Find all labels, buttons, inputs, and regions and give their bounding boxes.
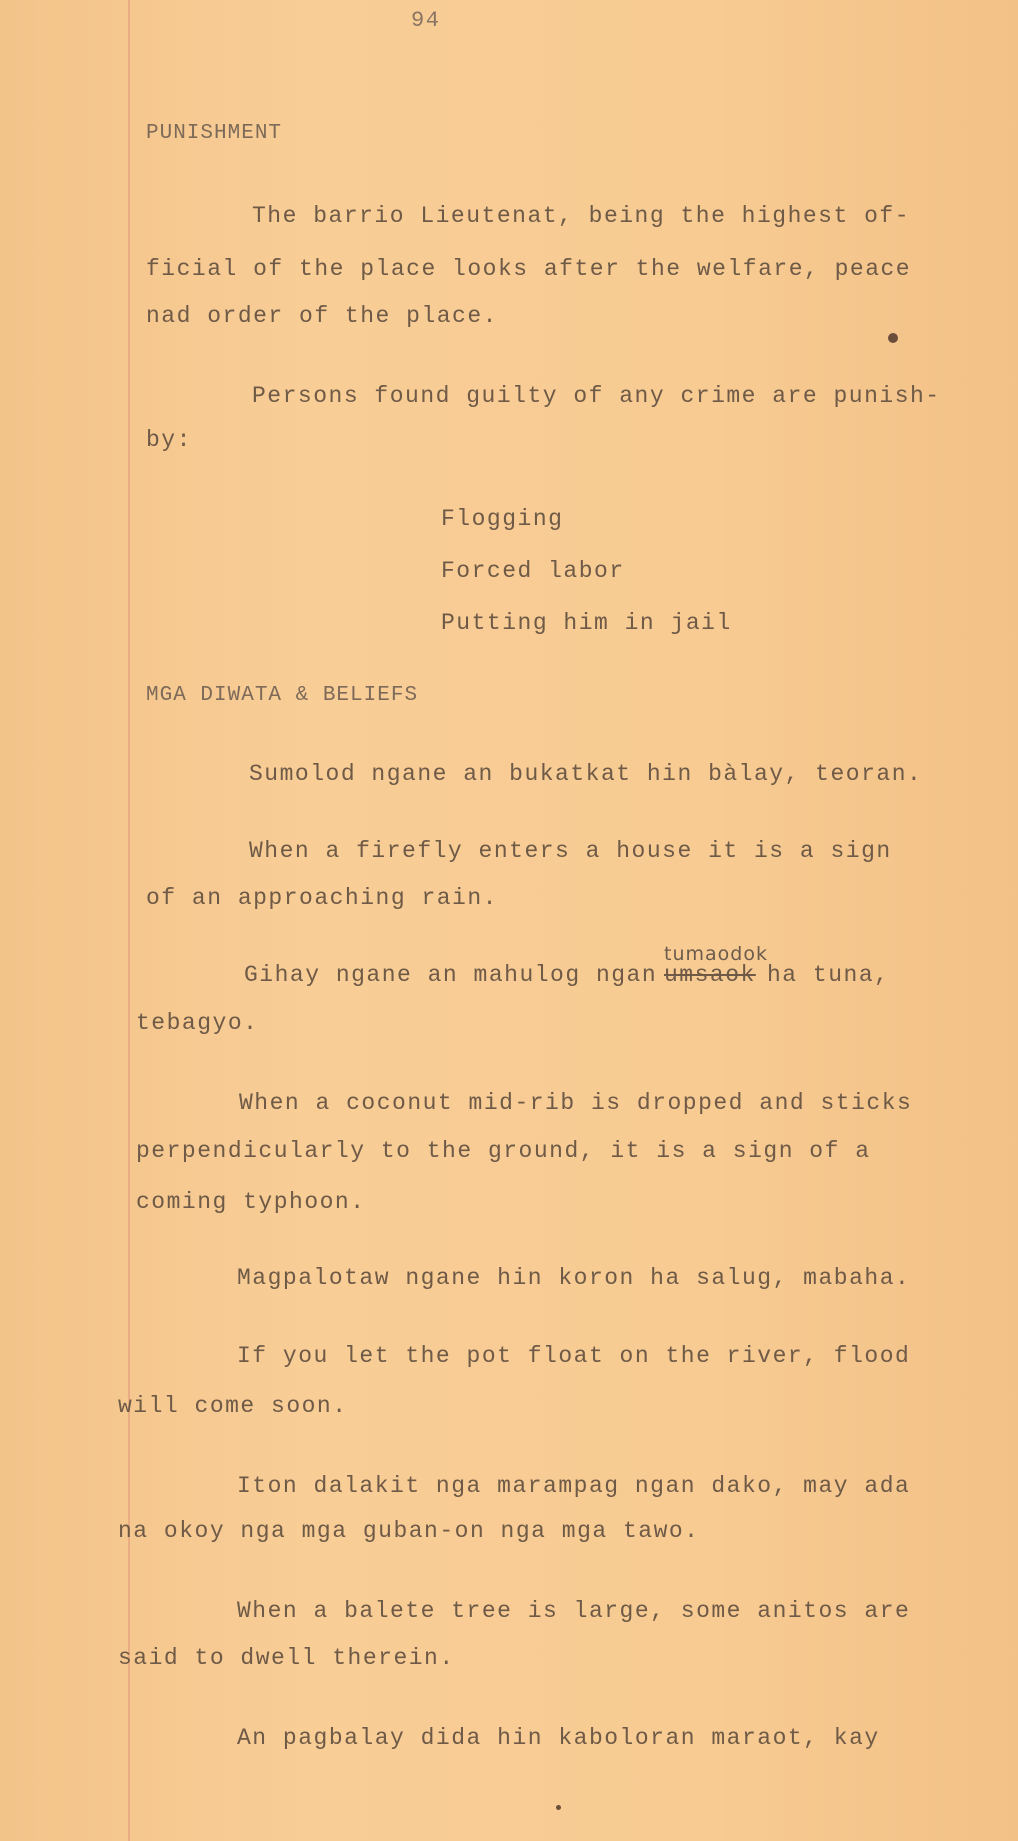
section-heading-beliefs: MGA DIWATA & BELIEFS: [146, 684, 419, 707]
paragraph-line: Sumolod ngane an bukatkat hin bàlay, teoran.: [249, 761, 923, 787]
paragraph-line: perpendicularly to the ground, it is a sign of a: [136, 1138, 871, 1164]
struck-word: umsaok: [664, 962, 756, 988]
paragraph-line: will come soon.: [118, 1393, 348, 1419]
section-heading-punishment: PUNISHMENT: [146, 122, 283, 145]
paragraph-line: When a coconut mid-rib is dropped and sticks: [239, 1090, 913, 1116]
list-item: Putting him in jail: [441, 610, 732, 636]
paragraph-line: If you let the pot float on the river, flood: [237, 1343, 911, 1369]
paragraph-line: of an approaching rain.: [146, 885, 498, 911]
list-item: Forced labor: [441, 558, 625, 584]
paragraph-line: An pagbalay dida hin kaboloran maraot, kay: [237, 1725, 880, 1751]
paragraph-line: said to dwell therein.: [118, 1645, 455, 1671]
paragraph-line: ficial of the place looks after the welfare, peace: [146, 256, 912, 282]
ink-spot: [556, 1805, 561, 1810]
paragraph-line: by:: [146, 427, 192, 453]
list-item: Flogging: [441, 506, 564, 532]
paragraph-line: na okoy nga mga guban-on nga mga tawo.: [118, 1518, 700, 1544]
paragraph-line: Magpalotaw ngane hin koron ha salug, mabaha.: [237, 1265, 911, 1291]
paragraph-line: Gihay ngane an mahulog ngan: [244, 962, 658, 988]
paragraph-line: The barrio Lieutenat, being the highest of-: [252, 203, 910, 229]
margin-rule: [128, 0, 130, 1841]
paragraph-line: nad order of the place.: [146, 303, 498, 329]
paragraph-line: Iton dalakit nga marampag ngan dako, may ada: [237, 1473, 911, 1499]
ink-spot: [888, 333, 898, 343]
paragraph-line: tebagyo.: [136, 1010, 259, 1036]
paragraph-line: ha tuna,: [767, 962, 890, 988]
paragraph-line: When a firefly enters a house it is a sign: [249, 838, 892, 864]
handwritten-correction: tumaodok: [664, 943, 768, 965]
paragraph-line: coming typhoon.: [136, 1189, 366, 1215]
paragraph-line: Persons found guilty of any crime are punish-: [252, 383, 941, 409]
page-number: 94: [411, 8, 441, 33]
paragraph-line: When a balete tree is large, some anitos are: [237, 1598, 911, 1624]
